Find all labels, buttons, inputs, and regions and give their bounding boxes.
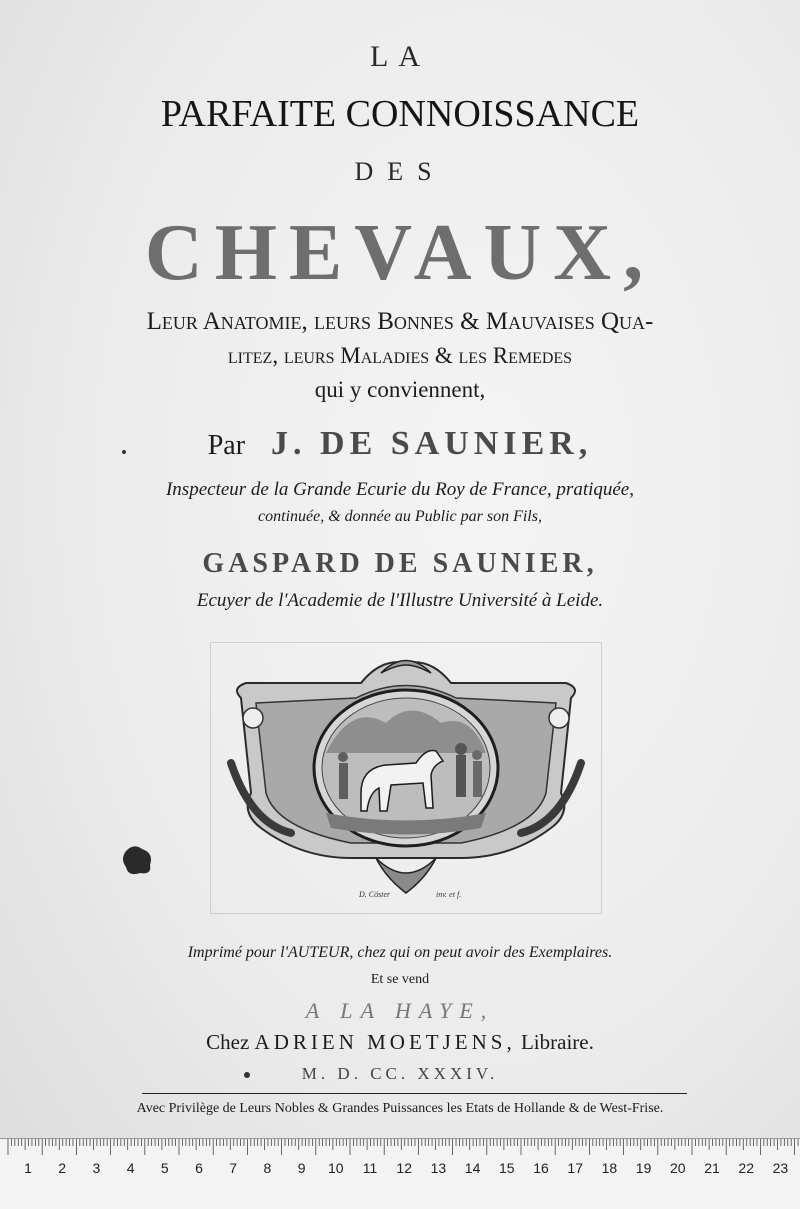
ruler-label: 21 <box>704 1160 720 1176</box>
ruler-scale <box>0 1139 800 1209</box>
ruler-label: 13 <box>430 1160 447 1176</box>
ruler-label: 15 <box>499 1160 515 1176</box>
horse-scene-engraving-icon <box>211 643 601 913</box>
city-line: A LA HAYE, <box>305 998 495 1023</box>
title-parfaite-connoissance: PARFAITE CONNOISSANCE <box>160 93 640 135</box>
engraving-credit-left: D. Cöster <box>359 890 391 899</box>
ruler-label: 14 <box>464 1160 481 1176</box>
ruler-label: 20 <box>670 1160 686 1176</box>
subtitle-line-2: litez, leurs Maladies & les Remedes <box>227 343 573 368</box>
author-prefix: Par <box>207 430 246 461</box>
ruler-label: 5 <box>160 1160 169 1176</box>
ruler-label: 12 <box>396 1160 412 1176</box>
title-des: DES <box>354 157 446 186</box>
ruler-label: 22 <box>738 1160 754 1176</box>
son-name: GASPARD DE SAUNIER, <box>202 548 598 579</box>
imprint-line-2: Et se vend <box>370 972 430 987</box>
ruler-label: 9 <box>297 1160 306 1176</box>
ruler-label: 4 <box>126 1160 135 1176</box>
author-line <box>0 425 800 463</box>
publisher-prefix: Chez <box>206 1030 250 1054</box>
ruler-label: 10 <box>328 1160 344 1176</box>
imprint-line-1: Imprimé pour l'AUTEUR, chez qui on peut avoir des Exemplaires. <box>187 944 613 961</box>
ruler-label: 1 <box>24 1160 32 1176</box>
ink-stain-icon <box>120 843 156 879</box>
engraved-vignette <box>210 642 602 914</box>
ruler-label: 17 <box>567 1160 583 1176</box>
privilege-line: Avec Privilège de Leurs Nobles & Grandes Puissances les Etats de Hollande & de West-Frise. <box>136 1101 664 1116</box>
title-la: LA <box>370 40 430 73</box>
ink-dot <box>244 1072 250 1078</box>
ruler-label: 18 <box>601 1160 618 1176</box>
ruler-label: 8 <box>263 1160 272 1176</box>
publisher-name: ADRIEN MOETJENS, <box>254 1030 516 1054</box>
publisher-line <box>0 1030 800 1055</box>
engraving-credit-right: inv. et f. <box>436 890 462 899</box>
measuring-ruler <box>0 1138 800 1209</box>
author-name: J. DE SAUNIER, <box>271 425 593 462</box>
ruler-label: 3 <box>92 1160 101 1176</box>
ruler-label: 23 <box>772 1160 789 1176</box>
ruler-label: 2 <box>58 1160 67 1176</box>
ruler-label: 11 <box>362 1160 378 1176</box>
subtitle-line-1: Leur Anatomie, leurs Bonnes & Mauvaises Qua- <box>146 308 654 335</box>
ruler-label: 16 <box>533 1160 549 1176</box>
ruler-label: 7 <box>229 1160 238 1176</box>
ruler-label: 6 <box>195 1160 203 1176</box>
author-description-1: Inspecteur de la Grande Ecurie du Roy de France, pratiquée, <box>165 479 634 500</box>
ruler-label: 19 <box>635 1160 652 1176</box>
divider-rule <box>142 1093 687 1094</box>
publication-date: M. D. CC. XXXIV. <box>301 1064 499 1083</box>
subtitle-line-3: qui y conviennent, <box>314 377 486 402</box>
author-description-2: continuée, & donnée au Public par son Fils, <box>258 508 542 525</box>
ink-dot <box>122 450 126 454</box>
publisher-suffix: Libraire. <box>520 1030 594 1054</box>
title-chevaux: CHEVAUX, <box>144 209 656 297</box>
son-description: Ecuyer de l'Academie de l'Illustre Université à Leide. <box>196 590 604 611</box>
